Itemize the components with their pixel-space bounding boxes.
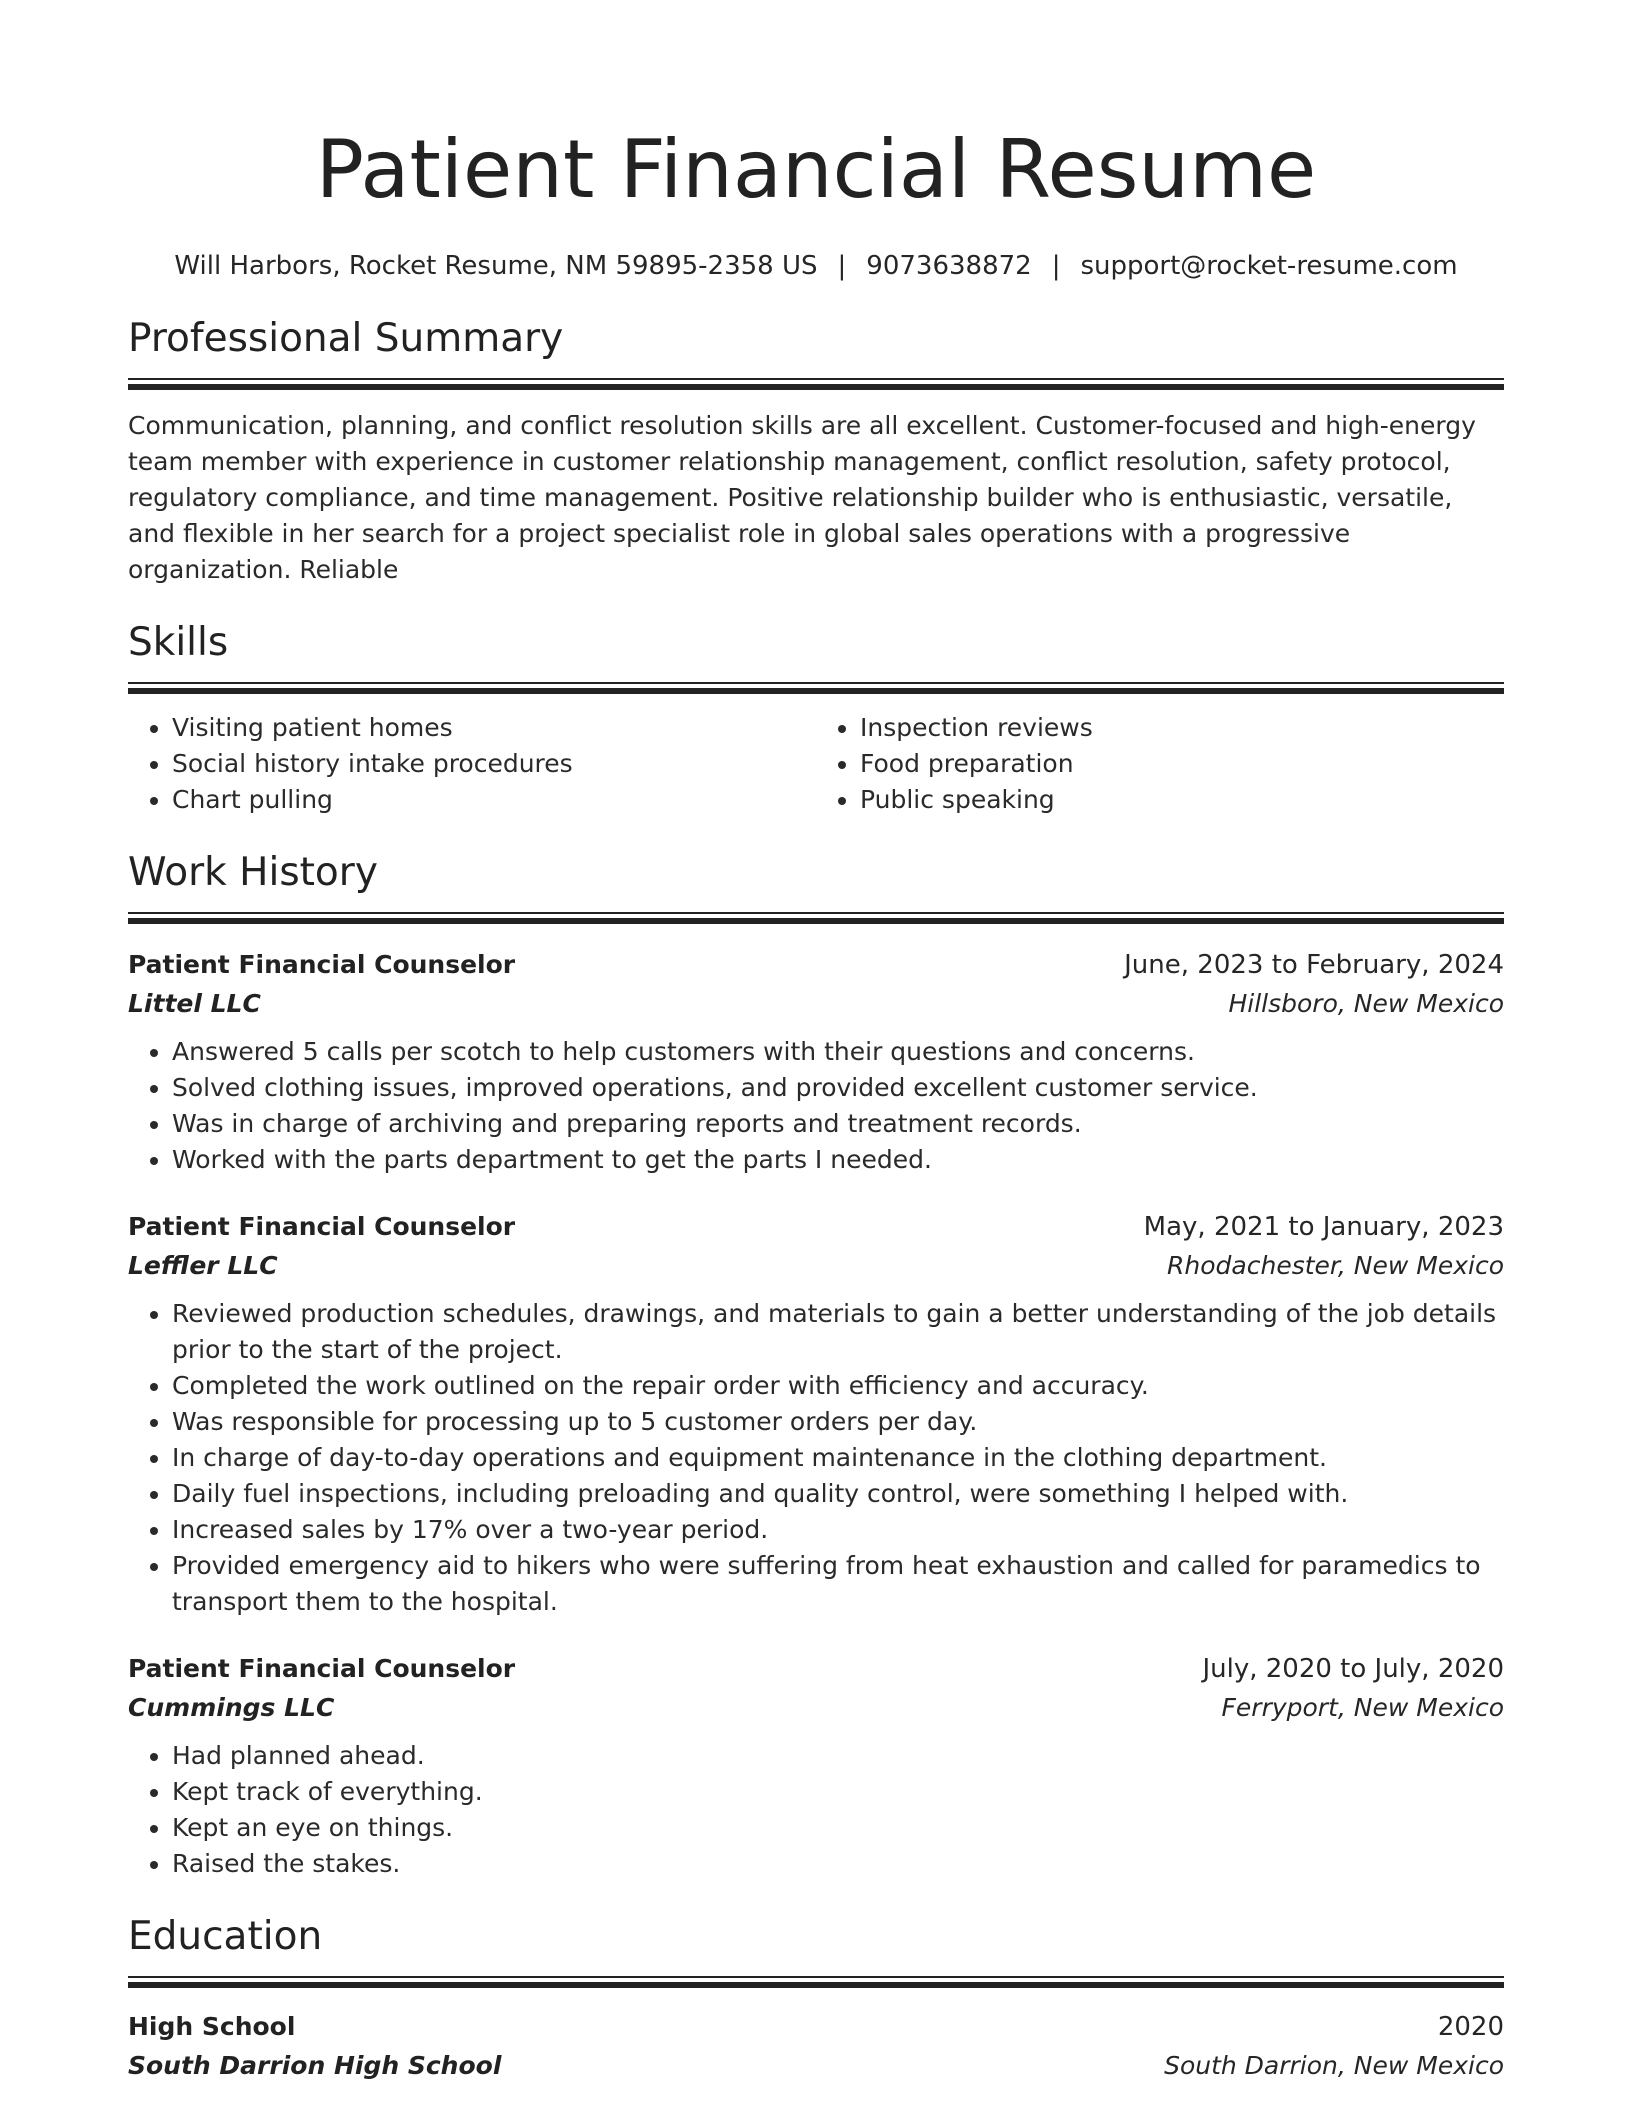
job-location: Ferryport, New Mexico [1221,1693,1504,1722]
contact-separator: | [1051,251,1061,281]
job-bullet: • Had planned ahead. [172,1738,1504,1774]
job-bullets [128,1296,1504,1620]
skills-heading: Skills [128,620,229,665]
contact-address: Will Harbors, Rocket Resume, NM 59895-2358 US [174,251,818,281]
job-bullet: • Answered 5 calls per scotch to help customers with their questions and concerns. [172,1034,1504,1070]
job-bullet: • Kept track of everything. [172,1774,1504,1810]
skill-item: • Food preparation [860,746,1504,782]
contact-line [128,248,1504,284]
job-bullet: • In charge of day-to-day operations and equipment maintenance in the clothing department. [172,1440,1504,1476]
work-history-heading: Work History [128,850,378,895]
job-bullet: • Daily fuel inspections, including preloading and quality control, were something I helped with. [172,1476,1504,1512]
graduation-year: 2020 [1437,2012,1504,2042]
company-name: Littel LLC [128,989,261,1018]
job-title: Patient Financial Counselor [128,950,516,979]
company-name: Cummings LLC [128,1693,335,1722]
summary-heading: Professional Summary [128,316,564,361]
skill-item: • Public speaking [860,782,1504,818]
job-title: Patient Financial Counselor [128,1654,516,1683]
job-bullet: • Provided emergency aid to hikers who were suffering from heat exhaustion and called for paramedics to transport them to the hospital. [172,1548,1504,1620]
skill-item: • Inspection reviews [860,710,1504,746]
company-name: Leffler LLC [128,1251,278,1280]
job-bullets [128,1738,1504,1882]
summary-text: Communication, planning, and conflict resolution skills are all excellent. Customer-focused and high-energy team member with experience in customer relationship management, conflict resolution, safety protocol, regulatory compliance, and time management. Positive relationship builder who is enthusiastic, versatile, and flexible in her search for a project specialist role in global sales operations with a progressive organization. Reliable [128,411,1476,584]
job-location: Rhodachester, New Mexico [1167,1251,1504,1280]
job-entry [128,1208,1504,1620]
job-entry [128,946,1504,1178]
school-name: South Darrion High School [128,2051,502,2080]
contact-phone: 9073638872 [866,251,1032,281]
job-title: Patient Financial Counselor [128,1212,516,1241]
job-bullet: • Was responsible for processing up to 5 customer orders per day. [172,1404,1504,1440]
skill-item: • Social history intake procedures [172,746,816,782]
skill-item: • Visiting patient homes [172,710,816,746]
job-dates: May, 2021 to January, 2023 [1143,1212,1504,1242]
job-bullet: • Completed the work outlined on the repair order with efficiency and accuracy. [172,1368,1504,1404]
contact-email: support@rocket-resume.com [1080,251,1458,281]
section-divider [128,682,1504,694]
skills-grid [128,710,1504,818]
school-location: South Darrion, New Mexico [1164,2051,1504,2080]
job-bullet: • Solved clothing issues, improved operations, and provided excellent customer service. [172,1070,1504,1106]
skill-item: • Chart pulling [172,782,816,818]
job-entry [128,1650,1504,1882]
contact-separator: | [837,251,847,281]
skills-column-left [128,710,816,818]
skills-column-right [816,710,1504,818]
education-entry [128,2008,1504,2086]
job-bullet: • Increased sales by 17% over a two-year period. [172,1512,1504,1548]
job-bullet: • Raised the stakes. [172,1846,1504,1882]
section-divider [128,378,1504,390]
job-bullet: • Was in charge of archiving and preparing reports and treatment records. [172,1106,1504,1142]
section-divider [128,1976,1504,1988]
job-dates: July, 2020 to July, 2020 [1202,1654,1504,1684]
summary-section [128,314,1504,588]
education-heading: Education [128,1914,323,1959]
resume-title: Patient Financial Resume [315,123,1317,216]
section-divider [128,912,1504,924]
job-bullet: • Kept an eye on things. [172,1810,1504,1846]
job-bullets [128,1034,1504,1178]
job-bullet: • Reviewed production schedules, drawings, and materials to gain a better understanding of the job details prior to the start of the project. [172,1296,1504,1368]
degree: High School [128,2012,296,2041]
education-section [128,1912,1504,2086]
work-history-section [128,848,1504,1882]
job-dates: June, 2023 to February, 2024 [1124,950,1504,980]
skills-section [128,618,1504,818]
job-location: Hillsboro, New Mexico [1228,989,1504,1018]
job-bullet: • Worked with the parts department to get the parts I needed. [172,1142,1504,1178]
